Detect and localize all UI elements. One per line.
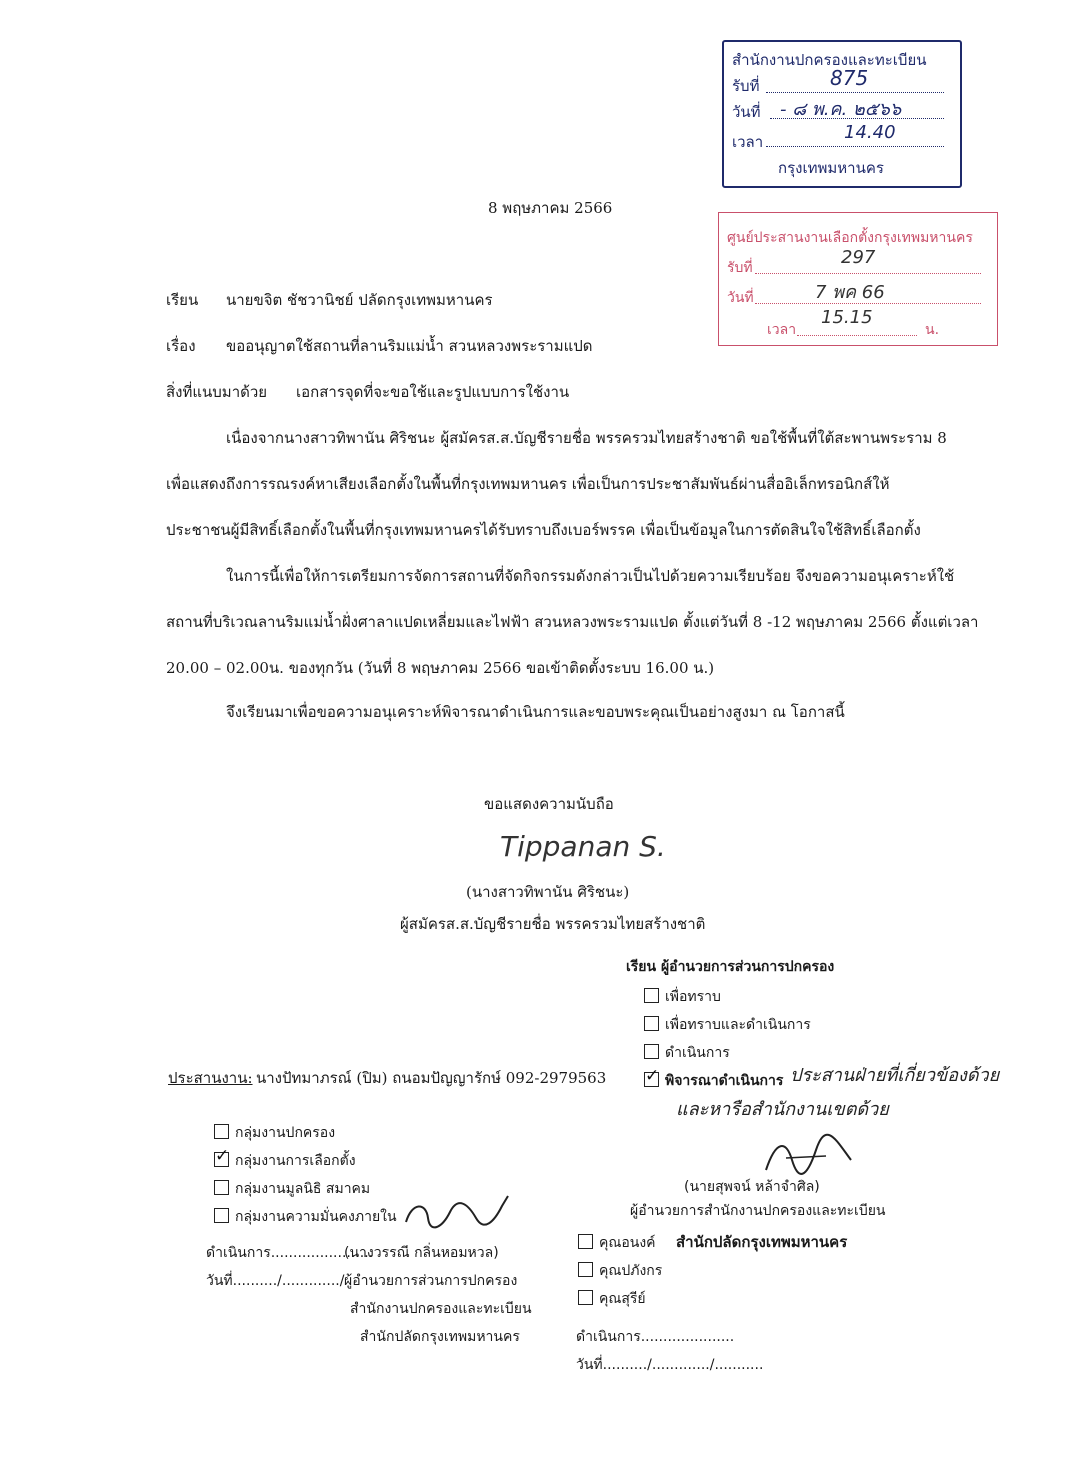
checkbox-group-security[interactable] bbox=[214, 1208, 229, 1223]
memo-option-acknowledge: เพื่อทราบ bbox=[644, 986, 721, 1008]
paragraph3: จึงเรียนมาเพื่อขอความอนุเคราะห์พิจารณาดำเนินการและขอบพระคุณเป็นอย่างสูงมา ณ โอกาสนี้ bbox=[226, 703, 845, 721]
signer-title: ผู้สมัครส.ส.บัญชีรายชื่อ พรรครวมไทยสร้างชาติ bbox=[400, 915, 706, 933]
paragraph2-line2: สถานที่บริเวณลานริมแม่น้ำฝั่งศาลาแปดเหลี่ยมและไฟฟ้า สวนหลวงพระรามแปด ตั้งแต่วันที่ 8 -12 พฤษภาคม 2566 ตั้งแต่เวลา bbox=[166, 613, 979, 631]
checkbox-acknowledge[interactable] bbox=[644, 988, 659, 1003]
memo-option-acknowledge-action: เพื่อทราบและดำเนินการ bbox=[644, 1014, 811, 1036]
signer-name: (นางสาวทิพานัน ศิริชนะ) bbox=[466, 883, 630, 901]
paragraph1-line1: เนื่องจากนางสาวทิพานัน ศิริชนะ ผู้สมัครส.ส.บัญชีรายชื่อ พรรครวมไทยสร้างชาติ ขอใช้พื้นที่ใต้สะพานพระราม 8 bbox=[226, 429, 947, 447]
group-administration: กลุ่มงานปกครอง bbox=[214, 1122, 335, 1144]
coordinator-label: ประสานงาน: bbox=[168, 1069, 253, 1087]
stamp-time-value: 14.40 bbox=[844, 122, 896, 143]
closing: ขอแสดงความนับถือ bbox=[484, 795, 614, 813]
stamp2-received-number: 297 bbox=[841, 247, 876, 268]
checkbox-group-foundation[interactable] bbox=[214, 1180, 229, 1195]
memo-right-to: เรียน ผู้อำนวยการส่วนการปกครอง bbox=[626, 959, 835, 975]
memo-option-consider: ✓พิจารณาดำเนินการ bbox=[644, 1070, 783, 1092]
stamp-office: สำนักงานปกครองและทะเบียน bbox=[732, 51, 927, 69]
memo-left-title1: ผู้อำนวยการส่วนการปกครอง bbox=[344, 1273, 518, 1289]
letter-date: 8 พฤษภาคม 2566 bbox=[488, 199, 613, 217]
stamp2-received-label: รับที่ bbox=[727, 260, 753, 276]
paragraph1-line2: เพื่อแสดงถึงการรณรงค์หาเสียงเลือกตั้งในพื้นที่กรุงเทพมหานคร เพื่อเป็นการประชาสัมพันธ์ผ่านสื่ออิเล็กทรอนิกส์ให้ bbox=[166, 475, 890, 493]
office-stamp-text: สำนักปลัดกรุงเทพมหานคร bbox=[676, 1233, 848, 1251]
stamp2-center: ศูนย์ประสานงานเลือกตั้งกรุงเทพมหานคร bbox=[727, 230, 973, 246]
stamp-received-number: 875 bbox=[830, 66, 869, 90]
checkbox-paphangkorn[interactable] bbox=[578, 1262, 593, 1277]
checkbox-action[interactable] bbox=[644, 1044, 659, 1059]
checkbox-group-administration[interactable] bbox=[214, 1124, 229, 1139]
memo-left-title2: สำนักงานปกครองและทะเบียน bbox=[350, 1301, 532, 1317]
checkbox-suree[interactable] bbox=[578, 1290, 593, 1305]
group-security: กลุ่มงานความมั่นคงภายใน bbox=[214, 1206, 397, 1228]
registration-stamp bbox=[722, 40, 962, 188]
memo-left-title3: สำนักปลัดกรุงเทพมหานคร bbox=[360, 1329, 520, 1345]
memo-left-action-line: ดำเนินการ....................... bbox=[206, 1245, 374, 1261]
memo-right-note-line2: และหารือสำนักงานเขตด้วย bbox=[676, 1099, 889, 1120]
memo-option-paphangkorn: คุณปภังกร bbox=[578, 1260, 662, 1282]
stamp2-time-suffix: น. bbox=[925, 322, 940, 338]
memo-left-name: (นางวรรณี กลิ่นหอมหวล) bbox=[344, 1245, 499, 1261]
memo-option-suree: คุณสุรีย์ bbox=[578, 1288, 646, 1310]
stamp2-date-label: วันที่ bbox=[727, 290, 754, 306]
division-director-signature bbox=[398, 1188, 518, 1238]
paragraph2-line1: ในการนี้เพื่อให้การเตรียมการจัดการสถานที่จัดกิจกรรมดังกล่าวเป็นไปด้วยความเรียบร้อย จึงขอความอนุเคราะห์ใช้ bbox=[226, 567, 955, 585]
to-label: เรียน bbox=[166, 291, 199, 309]
attachment-text: เอกสารจุดที่จะขอใช้และรูปแบบการใช้งาน bbox=[296, 383, 570, 401]
to-recipient: นายขจิต ชัชวานิชย์ ปลัดกรุงเทพมหานคร bbox=[226, 291, 493, 309]
stamp2-time-value: 15.15 bbox=[821, 307, 873, 328]
memo-right-date-line: วันที่........../............./........... bbox=[576, 1357, 764, 1373]
memo-option-action: ดำเนินการ bbox=[644, 1042, 730, 1064]
paragraph1-line3: ประชาชนผู้มีสิทธิ์เลือกตั้งในพื้นที่กรุงเทพมหานครได้รับทราบถึงเบอร์พรรค เพื่อเป็นข้อมูลในการตัดสินใจใช้สิทธิ์เลือกตั้ง bbox=[166, 521, 921, 539]
attachment-label: สิ่งที่แนบมาด้วย bbox=[166, 383, 268, 401]
election-center-stamp bbox=[718, 212, 998, 346]
stamp-city: กรุงเทพมหานคร bbox=[778, 159, 884, 177]
checkbox-anong[interactable] bbox=[578, 1234, 593, 1249]
memo-right-action-line: ดำเนินการ..................... bbox=[576, 1329, 735, 1345]
subject-text: ขออนุญาตใช้สถานที่ลานริมแม่น้ำ สวนหลวงพระรามแปด bbox=[226, 337, 593, 355]
memo-right-signer-title: ผู้อำนวยการสำนักงานปกครองและทะเบียน bbox=[630, 1203, 886, 1219]
stamp-received-label: รับที่ bbox=[732, 77, 760, 95]
subject-label: เรื่อง bbox=[166, 337, 196, 355]
stamp2-date-value: 7 พค 66 bbox=[815, 282, 885, 303]
memo-option-anong: คุณอนงค์ bbox=[578, 1232, 656, 1254]
checkbox-consider[interactable] bbox=[644, 1072, 659, 1087]
group-foundation: กลุ่มงานมูลนิธิ สมาคม bbox=[214, 1178, 370, 1200]
stamp-date-label: วันที่ bbox=[732, 103, 761, 121]
memo-right-note-line1: ประสานฝ่ายที่เกี่ยวข้องด้วย bbox=[790, 1065, 1000, 1086]
stamp-time-label: เวลา bbox=[732, 133, 764, 151]
memo-left-date-line: วันที่........../............./ bbox=[206, 1273, 345, 1289]
memo-right-signer-name: (นายสุพจน์ หล้าจำศิล) bbox=[684, 1179, 820, 1195]
paragraph2-line3: 20.00 – 02.00น. ของทุกวัน (วันที่ 8 พฤษภาคม 2566 ขอเข้าติดตั้งระบบ 16.00 น.) bbox=[166, 659, 715, 677]
checkbox-acknowledge-action[interactable] bbox=[644, 1016, 659, 1031]
applicant-signature: Tippanan S. bbox=[500, 830, 666, 863]
coordinator-contact: นางปัทมาภรณ์ (ปิม) ถนอมปัญญารักษ์ 092-2979563 bbox=[256, 1069, 607, 1087]
stamp-date-value: - ๘ พ.ค. ๒๕๖๖ bbox=[780, 99, 902, 120]
checkbox-group-election[interactable] bbox=[214, 1152, 229, 1167]
stamp2-time-label: เวลา bbox=[767, 322, 797, 338]
group-election: ✓กลุ่มงานการเลือกตั้ง bbox=[214, 1150, 356, 1172]
